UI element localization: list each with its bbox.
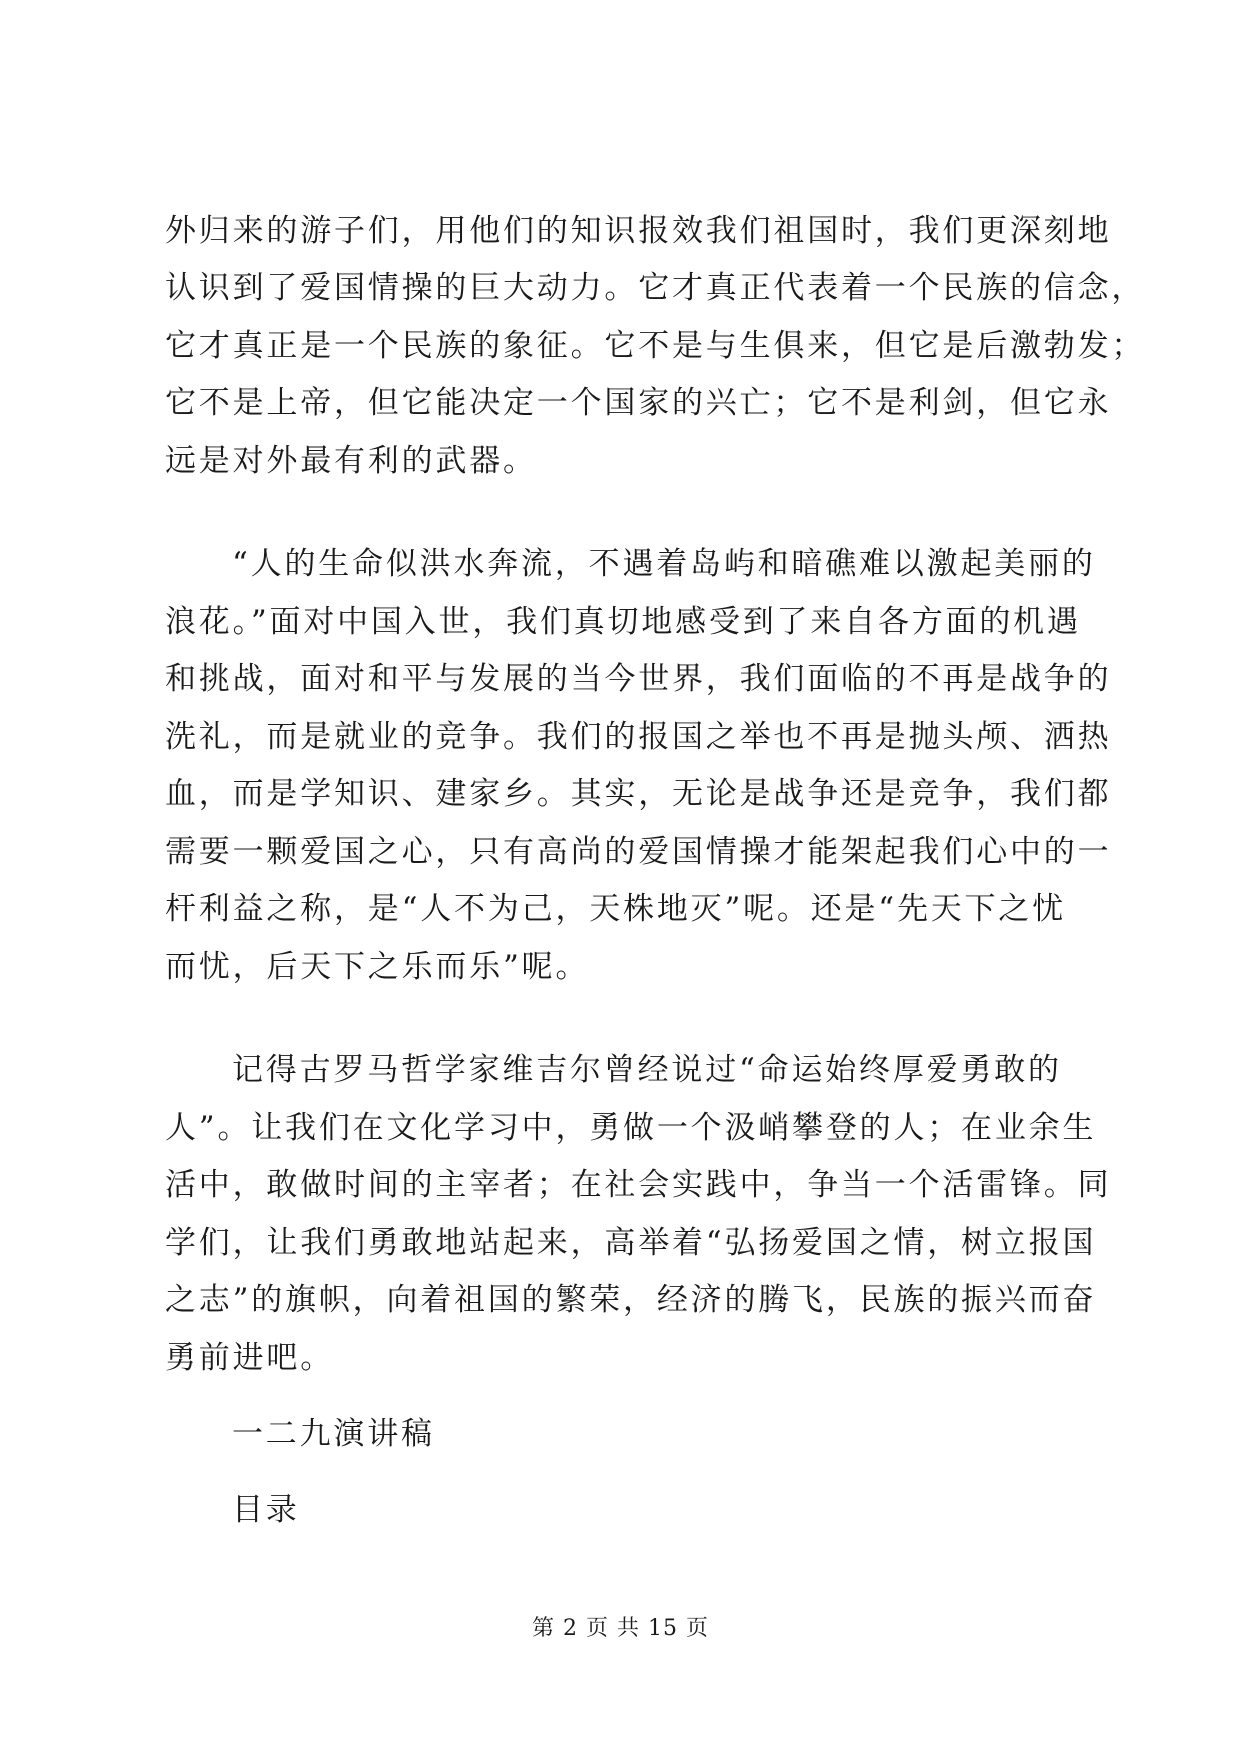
section-heading: 一二九演讲稿 (232, 1416, 435, 1452)
text-line: 需要一颗爱国之心，只有高尚的爱国情操才能架起我们心中的一 (165, 834, 1112, 870)
text-line: 洗礼，而是就业的竞争。我们的报国之举也不再是抛头颅、洒热 (165, 719, 1112, 755)
text-line: 认识到了爱国情操的巨大动力。它才真正代表着一个民族的信念， (165, 270, 1146, 306)
text-line: 和挑战，面对和平与发展的当今世界，我们面临的不再是战争的 (165, 661, 1112, 697)
text-line: 勇前进吧。 (165, 1340, 334, 1376)
page-number-footer: 第 2 页 共 15 页 (532, 1616, 709, 1641)
text-line: 杆利益之称，是“人不为己，天株地灭”呢。还是“先天下之忧 (165, 891, 1066, 927)
text-line: 之志”的旗帜，向着祖国的繁荣，经济的腾飞，民族的振兴而奋 (165, 1282, 1097, 1318)
text-line: 而忧，后天下之乐而乐”呢。 (165, 949, 590, 985)
text-line: “人的生命似洪水奔流，不遇着岛屿和暗礁难以激起美丽的 (232, 546, 1096, 582)
section-heading: 目录 (232, 1492, 300, 1528)
text-line: 远是对外最有利的武器。 (165, 443, 537, 479)
text-line: 记得古罗马哲学家维吉尔曾经说过“命运始终厚爱勇敢的 (232, 1052, 1062, 1088)
text-line: 外归来的游子们，用他们的知识报效我们祖国时，我们更深刻地 (165, 213, 1112, 249)
text-line: 它才真正是一个民族的象征。它不是与生俱来，但它是后激勃发； (165, 328, 1146, 364)
text-line: 人”。让我们在文化学习中，勇做一个汲峭攀登的人；在业余生 (165, 1110, 1097, 1146)
text-line: 浪花。”面对中国入世，我们真切地感受到了来自各方面的机遇 (165, 604, 1081, 640)
text-line: 血，而是学知识、建家乡。其实，无论是战争还是竞争，我们都 (165, 776, 1112, 812)
text-line: 学们，让我们勇敢地站起来，高举着“弘扬爱国之情，树立报国 (165, 1225, 1097, 1261)
text-line: 活中，敢做时间的主宰者；在社会实践中，争当一个活雷锋。同 (165, 1167, 1112, 1203)
text-line: 它不是上帝，但它能决定一个国家的兴亡；它不是利剑，但它永 (165, 385, 1112, 421)
